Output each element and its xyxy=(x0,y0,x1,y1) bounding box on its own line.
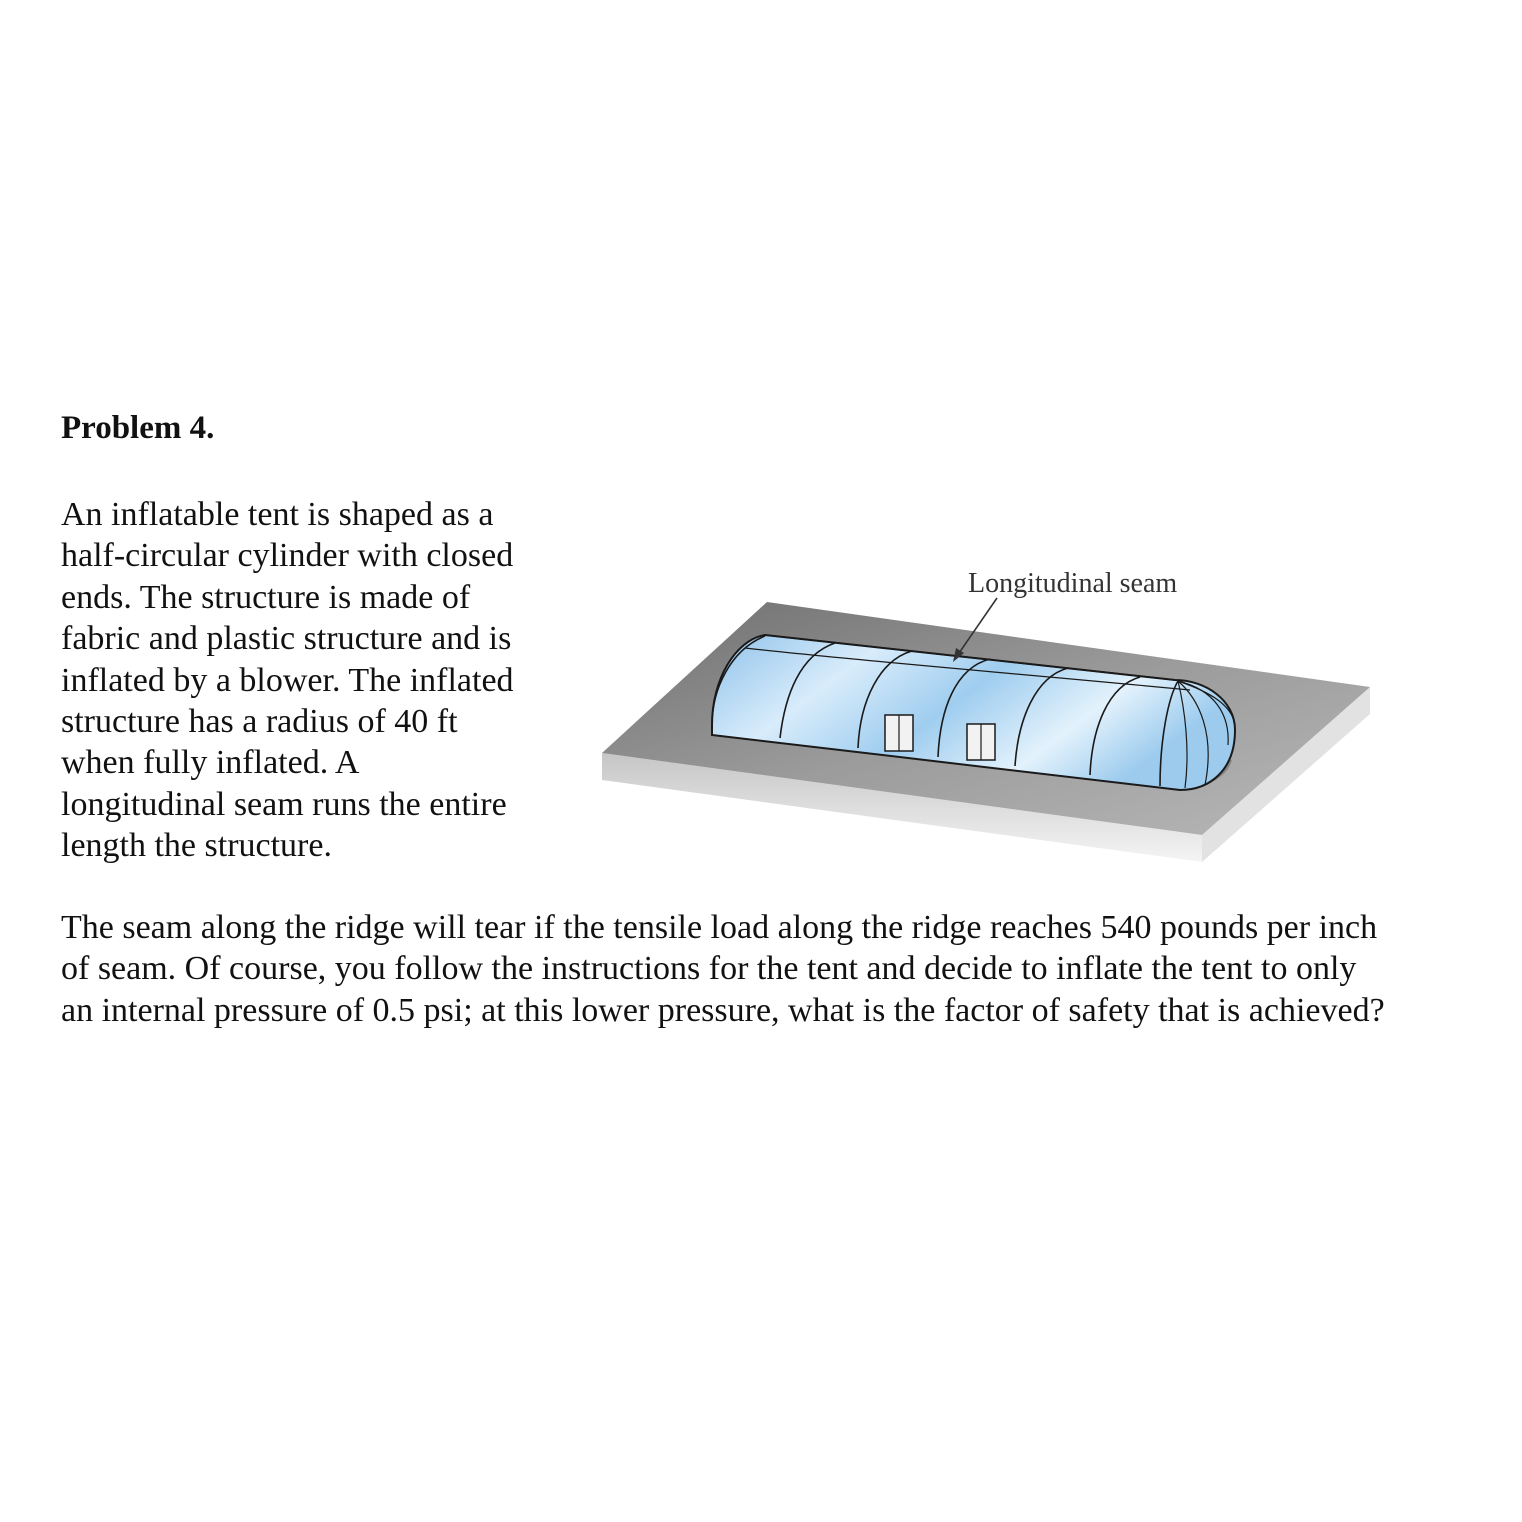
intro-line: longitudinal seam runs the entire xyxy=(61,785,507,823)
intro-line: half-circular cylinder with closed xyxy=(61,537,514,575)
question-line: of seam. Of course, you follow the instructions for the tent and decide to inflate the tent to only xyxy=(61,950,1357,988)
question-line: The seam along the ridge will tear if the tensile load along the ridge reaches 540 pounds per inch xyxy=(61,909,1378,946)
tent-diagram xyxy=(598,560,1388,880)
intro-line: length the structure. xyxy=(61,827,332,865)
tent-door xyxy=(967,724,995,760)
problem-question xyxy=(61,907,1481,1031)
tent-door xyxy=(885,715,913,751)
tent-figure xyxy=(598,560,1388,880)
intro-line: fabric and plastic structure and is xyxy=(61,620,512,658)
intro-line: inflated by a blower. The inflated xyxy=(61,661,514,699)
intro-line: structure has a radius of 40 ft xyxy=(61,703,458,741)
seam-label: Longitudinal seam xyxy=(968,568,1178,599)
intro-line: ends. The structure is made of xyxy=(61,578,471,616)
problem-title: Problem 4. xyxy=(61,410,215,446)
problem-intro xyxy=(61,494,561,867)
intro-line: when fully inflated. A xyxy=(61,744,360,782)
question-line: an internal pressure of 0.5 psi; at this lower pressure, what is the factor of safety that is achieved? xyxy=(61,991,1385,1029)
intro-line: An inflatable tent is shaped as a xyxy=(61,496,494,533)
